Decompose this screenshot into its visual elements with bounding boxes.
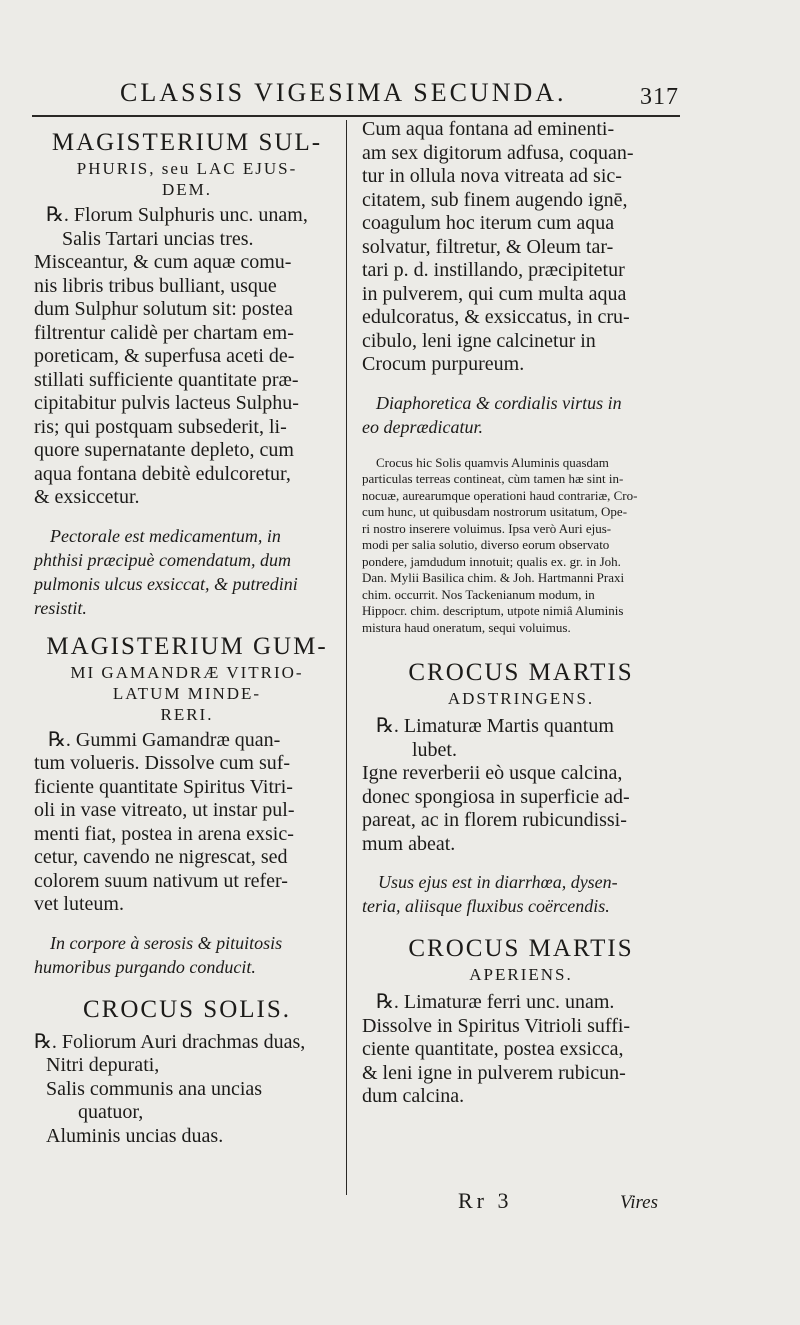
body-line: stillati sufficiente quantitate præ- xyxy=(34,368,299,391)
section-crocus-martis-adstringens xyxy=(362,658,680,918)
usage-note: Pectorale est medicamentum, in xyxy=(50,525,281,546)
recipe-line: ℞. Foliorum Auri drachmas duas, xyxy=(34,1030,306,1053)
body-line: in pulverem, qui cum multa aqua xyxy=(362,282,627,305)
body-line: tum volueris. Dissolve cum suf- xyxy=(34,752,291,774)
page-number: 317 xyxy=(640,84,679,110)
body-line: quore supernatante depleto, cum xyxy=(34,439,294,461)
recipe-line: Salis Tartari uncias tres. xyxy=(62,227,254,250)
column-divider xyxy=(346,120,347,1195)
body-line: & exsiccetur. xyxy=(34,486,140,508)
body-line: cetur, cavendo ne nigrescat, sed xyxy=(34,846,288,868)
right-column xyxy=(362,118,680,1109)
recipe-line: lubet. xyxy=(412,738,457,761)
recipe-line: Aluminis uncias duas. xyxy=(46,1124,224,1147)
section-title: MAGISTERIUM GUM- xyxy=(46,632,328,660)
body-line: poreticam, & superfusa aceti de- xyxy=(34,345,295,367)
body-line: vet luteum. xyxy=(34,893,124,915)
section-subtitle: ADSTRINGENS. xyxy=(447,689,595,708)
section-subtitle: MI GAMANDRÆ VITRIO- xyxy=(70,662,304,682)
commentary-line: particulas terreas contineat, cùm tamen hæ sint in- xyxy=(362,471,624,486)
usage-note: pulmonis ulcus exsiccat, & putredini xyxy=(34,573,298,594)
body-line: pareat, ac in florem rubicundissi- xyxy=(362,809,627,831)
body-line: Igne reverberii eò usque calcina, xyxy=(362,762,623,784)
section-title: CROCUS MARTIS xyxy=(408,935,634,962)
body-line: menti fiat, postea in arena exsic- xyxy=(34,822,294,845)
section-subtitle: LATUM MINDE- xyxy=(112,683,262,703)
section-title: CROCUS SOLIS. xyxy=(83,995,291,1023)
body-line: oli in vase vitreato, ut instar pul- xyxy=(34,799,295,821)
signature-mark: Rr 3 xyxy=(458,1188,513,1213)
recipe-line: Salis communis ana uncias xyxy=(46,1077,263,1100)
usage-note: In corpore à serosis & pituitosis xyxy=(50,932,283,953)
body-line: dum calcina. xyxy=(362,1085,465,1107)
body-line: Dissolve in Spiritus Vitrioli suffi- xyxy=(362,1014,631,1037)
usage-note: Diaphoretica & cordialis virtus in xyxy=(376,392,622,413)
recipe-line: Nitri depurati, xyxy=(46,1054,160,1076)
commentary-line: Hippocr. chim. descriptum, utpote nimiâ Aluminis xyxy=(362,603,624,618)
body-line: donec spongiosa in superficie ad- xyxy=(362,785,630,808)
body-line: mum abeat. xyxy=(362,832,456,855)
section-title: CROCUS MARTIS xyxy=(408,659,634,686)
commentary-line: nocuæ, aurearumque operationi haud contrariæ, Cro- xyxy=(362,487,638,503)
recipe-line: quatuor, xyxy=(78,1101,144,1123)
body-line: solvatur, filtretur, & Oleum tar- xyxy=(362,235,614,258)
section-title: MAGISTERIUM SUL- xyxy=(51,129,323,156)
body-line: Misceantur, & cum aquæ comu- xyxy=(34,251,292,273)
body-line: ℞. Gummi Gamandræ quan- xyxy=(48,728,281,751)
usage-note: resistit. xyxy=(34,597,87,618)
section-crocus-solis-continued xyxy=(362,118,680,636)
catchword: Vires xyxy=(620,1192,658,1213)
body-line: ciente quantitate, postea exsicca, xyxy=(362,1038,624,1060)
section-subtitle: RERI. xyxy=(160,704,214,724)
body-line: am sex digitorum adfusa, coquan- xyxy=(362,141,634,164)
commentary-line: chim. occurrit. Nos Tackenianum modum, in xyxy=(362,586,595,602)
section-subtitle: DEM. xyxy=(161,180,213,199)
body-line: citatem, sub finem augendo ignē, xyxy=(362,188,628,211)
section-subtitle: APERIENS. xyxy=(469,965,573,984)
body-line: & leni igne in pulverem rubicun- xyxy=(362,1061,626,1084)
body-line: tur in ollula nova vitreata ad sic- xyxy=(362,165,622,187)
commentary-line: pondere, jamdudum innotuit; qualis ex. gr. in Joh. xyxy=(362,553,621,569)
body-line: ficiente quantitate Spiritus Vitri- xyxy=(34,775,293,798)
section-magisterium-gummi xyxy=(34,632,340,979)
body-line: Cum aqua fontana ad eminenti- xyxy=(362,118,615,140)
body-line: ℞. Limaturæ ferri unc. unam. xyxy=(376,991,615,1013)
section-crocus-martis-aperiens xyxy=(362,934,680,1109)
header-rule xyxy=(32,115,680,117)
body-line: aqua fontana debitè edulcoretur, xyxy=(34,462,291,485)
body-line: cipitabitur pulvis lacteus Sulphu- xyxy=(34,392,299,414)
body-line: coagulum hoc iterum cum aqua xyxy=(362,212,615,234)
recipe-line: ℞. Florum Sulphuris unc. unam, xyxy=(46,204,308,226)
usage-note: humoribus purgando conducit. xyxy=(34,956,256,977)
section-crocus-solis xyxy=(34,995,340,1149)
body-line: ris; qui postquam subsederit, li- xyxy=(34,415,287,438)
body-line: edulcoratus, & exsiccatus, in cru- xyxy=(362,306,630,328)
body-line: cibulo, leni igne calcinetur in xyxy=(362,329,596,352)
body-line: Crocum purpureum. xyxy=(362,353,525,375)
commentary-line: Dan. Mylii Basilica chim. & Joh. Hartmanni Praxi xyxy=(362,570,625,585)
usage-note: teria, aliisque fluxibus coërcendis. xyxy=(362,896,610,916)
usage-note: Usus ejus est in diarrhœa, dysen- xyxy=(378,872,618,892)
usage-note: phthisi præcipuè comendatum, dum xyxy=(34,549,291,570)
body-line: tari p. d. instillando, præcipitetur xyxy=(362,259,625,281)
body-line: colorem suum nativum ut refer- xyxy=(34,869,288,892)
commentary-line: cum hunc, ut quibusdam nostrorum usitatum, Ope- xyxy=(362,504,628,519)
commentary-line: ri nostro inserere voluimus. Ipsa verò Auri ejus- xyxy=(362,520,612,536)
body-line: filtrentur calidè per chartam em- xyxy=(34,321,294,344)
left-column xyxy=(34,128,340,1148)
running-head: CLASSIS VIGESIMA SECUNDA. xyxy=(120,78,567,107)
commentary-line: mistura haud oneratum, sequi voluimus. xyxy=(362,619,571,635)
section-subtitle: PHURIS, seu LAC EJUS- xyxy=(76,159,298,178)
recipe-line: ℞. Limaturæ Martis quantum xyxy=(376,715,614,737)
commentary-line: modi per salia solutio, diverso eorum observato xyxy=(362,537,610,552)
body-line: dum Sulphur solutum sit: postea xyxy=(34,298,293,320)
section-magisterium-sulphuris xyxy=(34,128,340,620)
body-line: nis libris tribus bulliant, usque xyxy=(34,274,277,297)
usage-note: eo deprædicatur. xyxy=(362,416,483,437)
commentary-line: Crocus hic Solis quamvis Aluminis quasdam xyxy=(376,454,609,470)
